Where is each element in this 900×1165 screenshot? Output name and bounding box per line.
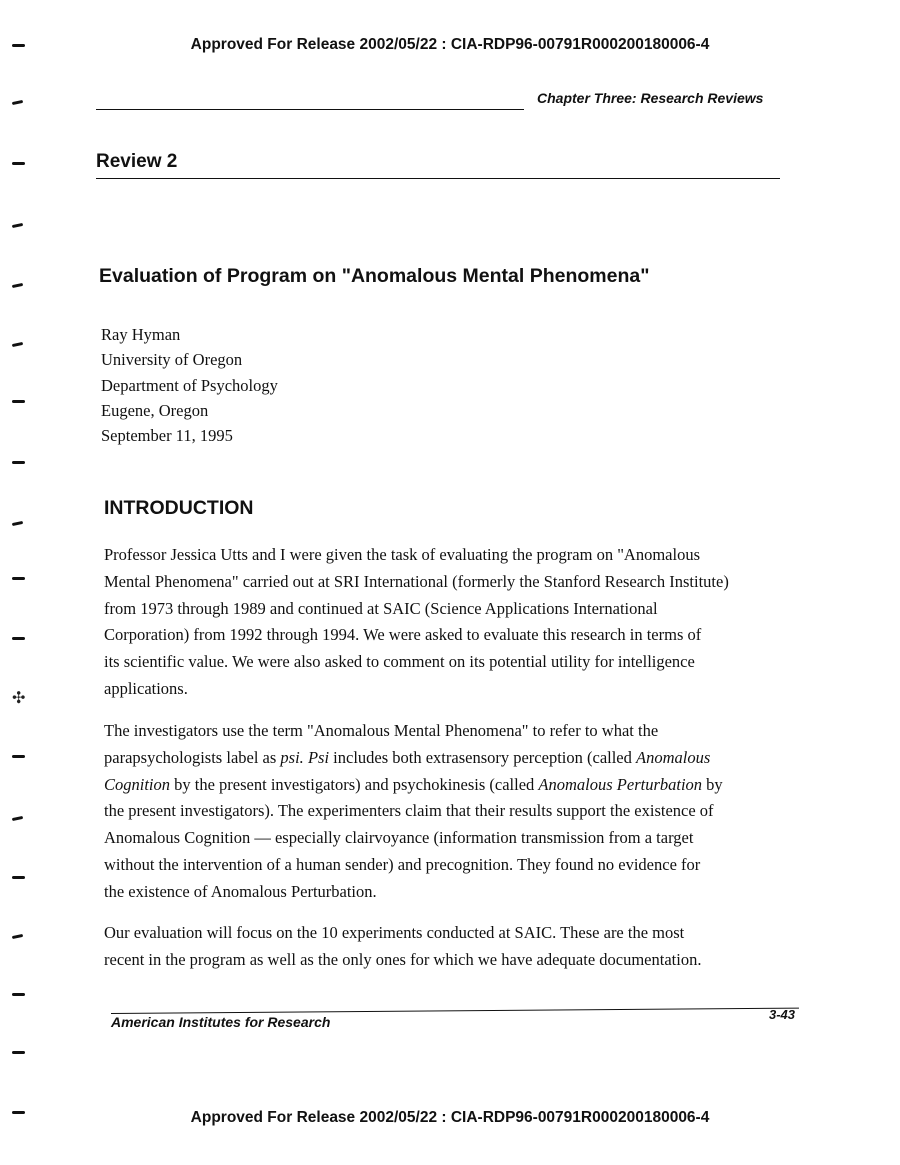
release-header: Approved For Release 2002/05/22 : CIA-RDP96-00791R000200180006-4 [190,36,710,53]
page-number: 3-43 [769,1007,796,1022]
paragraph-line: Our evaluation will focus on the 10 experiments conducted at SAIC. These are the most [104,923,685,942]
scan-mark [12,342,23,347]
paragraph-line: Mental Phenomena" carried out at SRI International (formerly the Stanford Research Institute) [104,571,729,591]
scan-mark [12,934,23,939]
author-date: September 11, 1995 [101,426,233,446]
author-name: Ray Hyman [101,325,181,344]
release-footer: Approved For Release 2002/05/22 : CIA-RDP96-00791R000200180006-4 [190,1109,710,1126]
italic-term-cognition: Cognition [104,774,171,794]
scan-mark [12,1051,25,1054]
italic-term-anomalous: Anomalous [636,747,711,767]
text-run: includes both extrasensory perception (called [329,747,637,767]
paragraph-line: recent in the program as well as the only ones for which we have adequate documentation. [104,949,702,969]
scan-mark [12,577,25,580]
paragraph-line: without the intervention of a human sender) and precognition. They found no evidence for [104,854,701,874]
paragraph-line: The investigators use the term "Anomalous Mental Phenomena" to refer to what the [104,721,659,740]
scan-mark [12,283,23,288]
paragraph-line: Corporation) from 1992 through 1994. We were asked to evaluate this research in terms of [104,625,702,645]
intro-heading: INTRODUCTION [104,497,254,519]
paragraph-line: applications. [104,678,188,698]
chapter-heading: Chapter Three: Research Reviews [537,90,764,106]
italic-term-psi: Psi [307,747,330,767]
scan-mark [12,816,23,821]
review-title: Review 2 [96,151,178,172]
paragraph-line [104,772,794,799]
paragraph-line: Professor Jessica Utts and I were given the task of evaluating the program on "Anomalous [104,545,701,564]
scan-mark [12,1111,25,1114]
scan-mark [12,162,25,165]
text-run: parapsychologists label as [104,747,281,767]
chapter-rule [96,109,524,110]
intro-paragraph-1 [104,542,794,703]
paragraph-line: Anomalous Cognition — especially clairvoyance (information transmission from a target [104,828,694,848]
intro-paragraph-2 [104,718,794,906]
text-run: by the present investigators) and psychokinesis (called [170,774,539,794]
paragraph-line: the existence of Anomalous Perturbation. [104,881,377,901]
scan-mark [12,755,25,758]
italic-term-anomalous-perturbation: Anomalous Perturbation [538,774,703,794]
footer-organization: American Institutes for Research [111,1014,331,1030]
author-location: Eugene, Oregon [101,400,209,420]
text-run: by [702,774,723,794]
author-department: Department of Psychology [101,375,278,395]
author-block [101,322,278,448]
scan-mark [12,876,25,879]
italic-term-psi: psi. [280,747,304,767]
scan-mark [12,100,23,105]
scan-mark [12,44,25,47]
intro-paragraph-3 [104,920,794,974]
review-rule [96,178,780,179]
paragraph-line: the present investigators). The experimenters claim that their results support the existence of [104,801,714,821]
scan-mark [12,400,25,403]
scan-mark [12,993,25,996]
scan-mark: ✣ [12,690,26,707]
scan-mark [12,637,25,640]
scan-mark [12,521,23,526]
evaluation-title: Evaluation of Program on "Anomalous Mental Phenomena" [99,265,650,287]
scan-mark [12,223,23,228]
author-affiliation: University of Oregon [101,350,243,370]
paragraph-line: its scientific value. We were also asked to comment on its potential utility for intelligence [104,652,695,672]
paragraph-line [104,745,794,772]
paragraph-line: from 1973 through 1989 and continued at SAIC (Science Applications International [104,598,658,618]
scan-mark [12,461,25,464]
